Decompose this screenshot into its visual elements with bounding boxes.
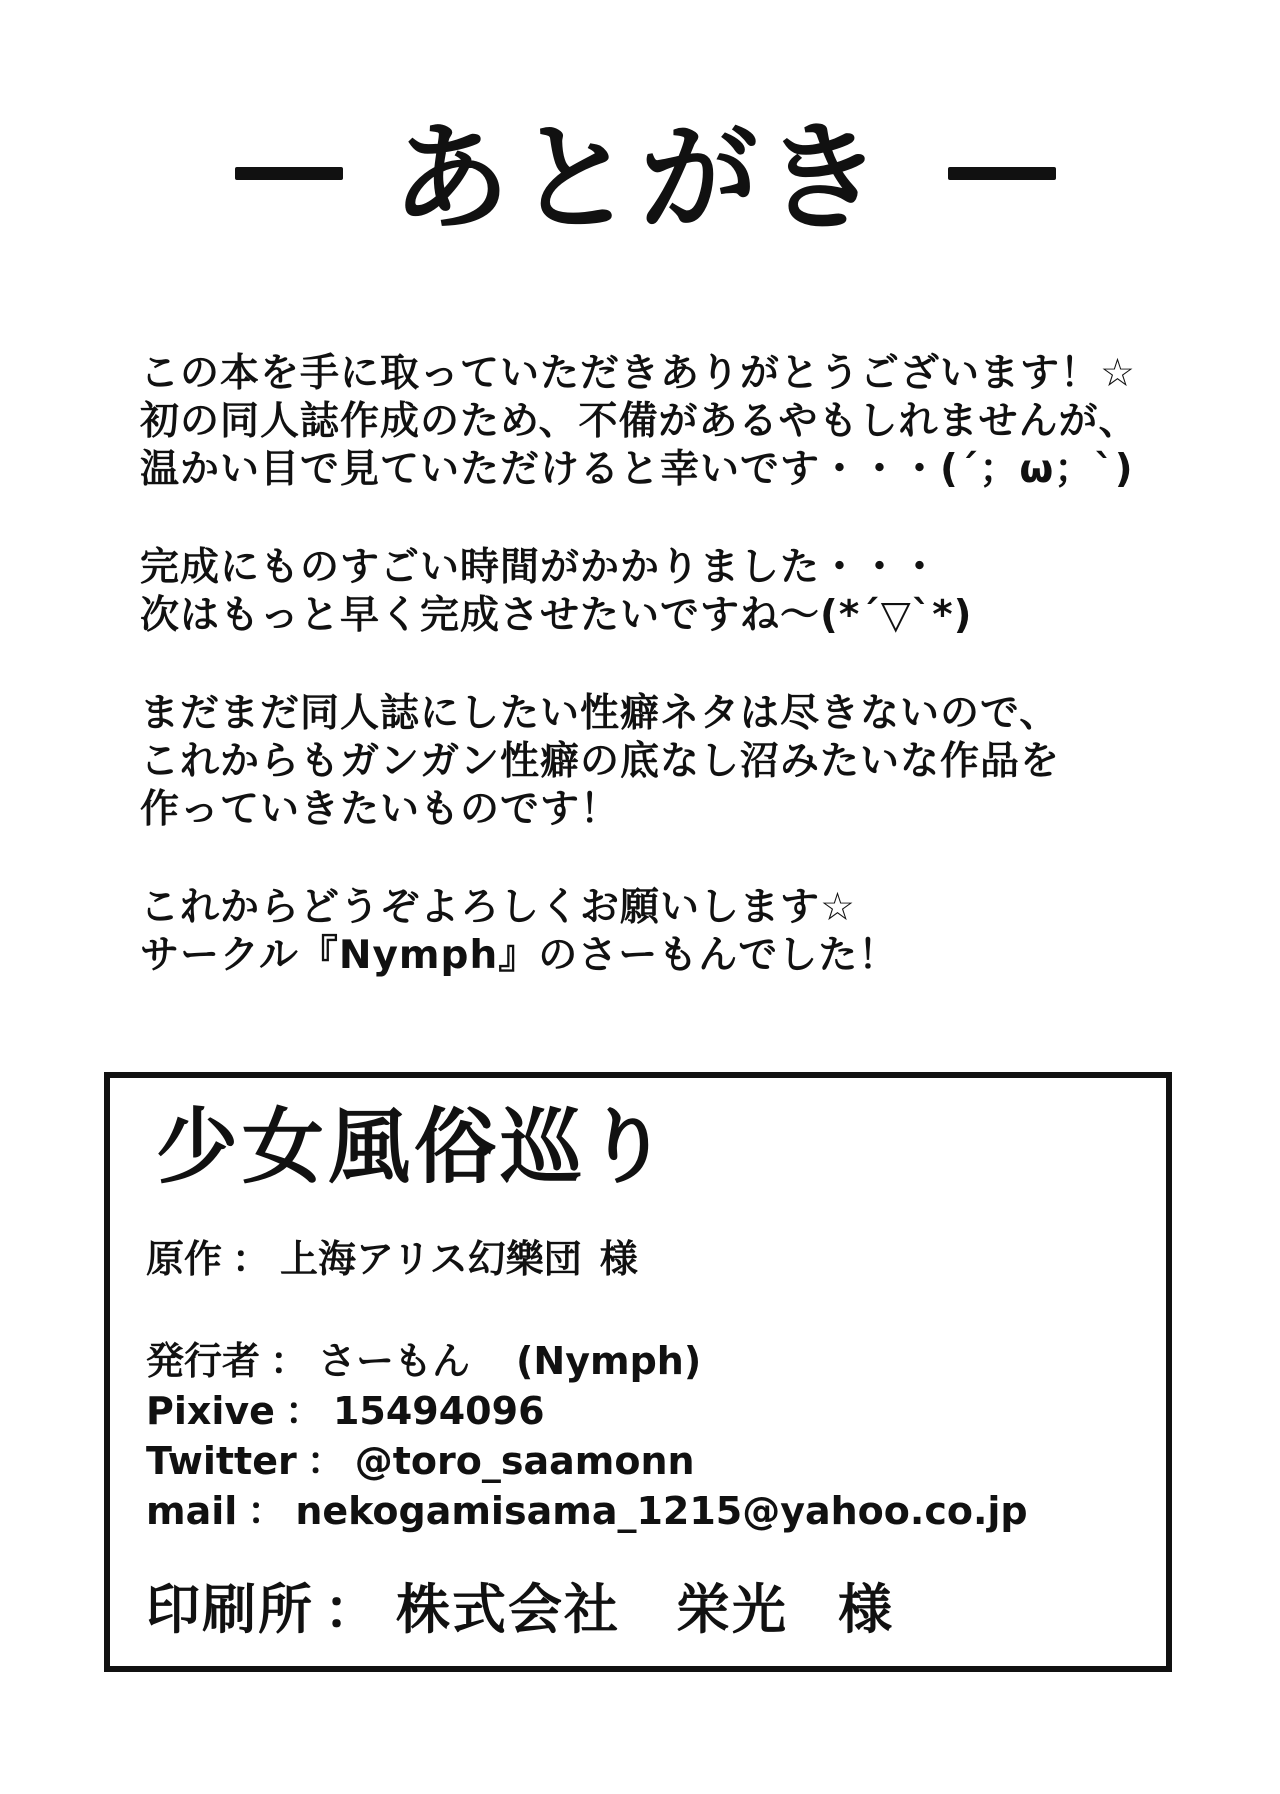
- heading-dash-left: [235, 167, 343, 180]
- afterword-line: まだまだ同人誌にしたい性癖ネタは尽きないので、: [140, 691, 1060, 736]
- credit-suffix: (Nymph): [516, 1339, 702, 1383]
- credit-value: 15494096: [332, 1389, 545, 1433]
- credit-separator: ：: [247, 1489, 286, 1533]
- afterword-line: これからどうぞよろしくお願いします☆: [140, 885, 856, 930]
- credit-label: Pixive: [146, 1389, 275, 1433]
- afterword-line: 作っていきたいものです！: [140, 787, 621, 832]
- afterword-line: 次はもっと早く完成させたいですね～(*´▽`*): [140, 593, 973, 638]
- credit-separator: ：: [306, 1439, 345, 1483]
- afterword-line: 初の同人誌作成のため、不備があるやもしれませんが、: [140, 399, 1139, 444]
- afterword-title: あとがき: [391, 109, 888, 247]
- afterword-line: サークル『Nymph』のさーもんでした！: [140, 933, 899, 978]
- afterword-paragraph: [140, 884, 1170, 980]
- credit-value: nekogamisama_1215@yahoo.co.jp: [295, 1489, 1028, 1533]
- afterword-line: 完成にものすごい時間がかかりました・・・: [140, 545, 941, 590]
- credit-value: さーもん: [318, 1339, 471, 1383]
- afterword-paragraph: [140, 350, 1170, 494]
- afterword-body: [140, 350, 1170, 1030]
- credit-printer: [146, 1578, 894, 1642]
- credit-label: 印刷所: [146, 1578, 314, 1641]
- credit-separator: ：: [270, 1339, 309, 1383]
- credit-publisher: [146, 1338, 701, 1384]
- credit-value: 株式会社 栄光: [396, 1578, 788, 1641]
- credit-value: 上海アリス幻樂団: [280, 1237, 582, 1281]
- afterword-paragraph: [140, 544, 1170, 640]
- credit-twitter: [146, 1438, 695, 1484]
- heading-dash-right: [948, 167, 1056, 180]
- book-title: 少女風俗巡り: [156, 1100, 673, 1195]
- credit-separator: ：: [324, 1578, 380, 1641]
- afterword-line: この本を手に取っていただきありがとうございます！☆: [140, 351, 1136, 396]
- afterword-line: これからもガンガン性癖の底なし沼みたいな作品を: [140, 739, 1061, 784]
- credit-suffix: 様: [838, 1578, 894, 1641]
- credit-label: mail: [146, 1489, 238, 1533]
- afterword-heading: [0, 105, 1280, 245]
- credit-label: 発行者: [146, 1339, 261, 1383]
- afterword-line: 温かい目で見ていただけると幸いです・・・(´；ω；`): [140, 447, 1134, 492]
- credit-mail: [146, 1488, 1028, 1534]
- credit-label: Twitter: [146, 1439, 297, 1483]
- colophon-box: [104, 1072, 1172, 1672]
- credit-pixiv: [146, 1388, 545, 1434]
- credit-separator: ：: [232, 1237, 271, 1281]
- credit-separator: ：: [284, 1389, 323, 1433]
- credit-suffix: 様: [599, 1237, 638, 1281]
- credit-original: [146, 1236, 638, 1282]
- afterword-paragraph: [140, 690, 1170, 834]
- credit-label: 原作: [146, 1237, 223, 1281]
- credit-value: @toro_saamonn: [354, 1439, 695, 1483]
